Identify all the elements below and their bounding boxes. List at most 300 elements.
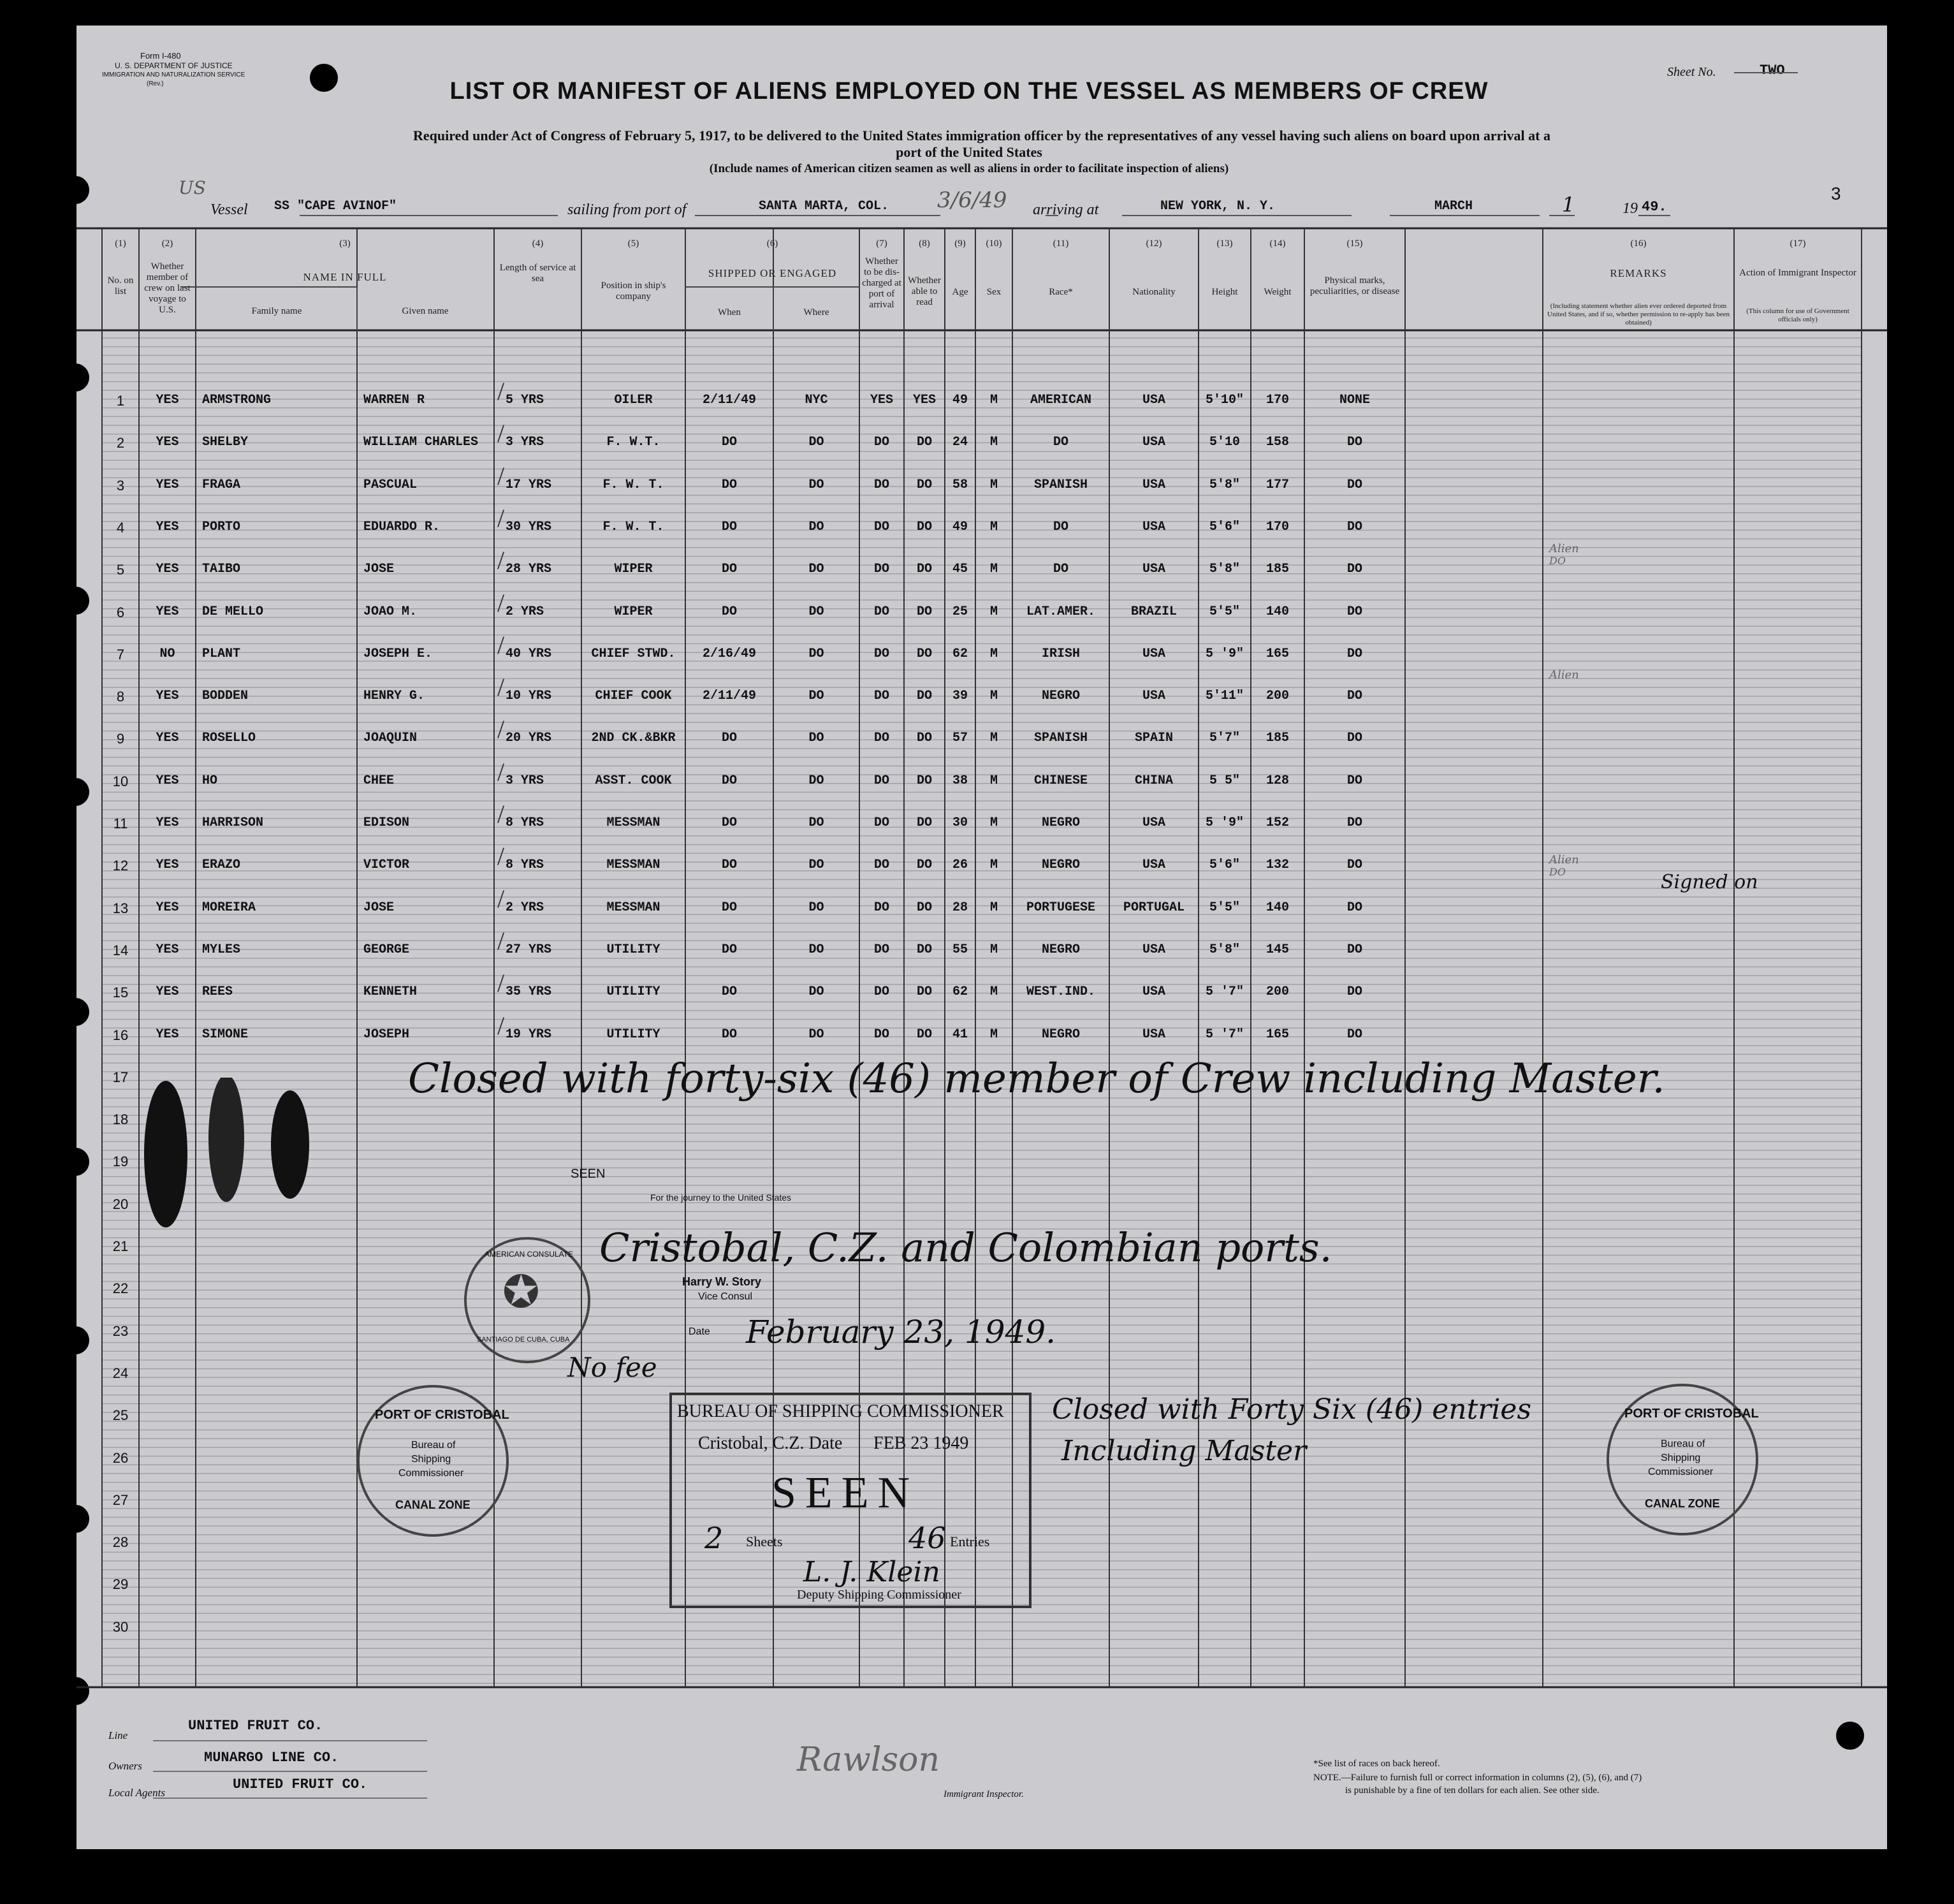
cell-position: 2ND CK.&BKR <box>591 731 676 746</box>
cell-height: 5'10 <box>1209 435 1241 450</box>
cell-position: MESSMAN <box>606 900 660 915</box>
cell-given: JOSEPH E. <box>363 646 433 661</box>
cell-given: HENRY G. <box>363 689 425 704</box>
cell-sex: M <box>989 816 998 830</box>
closing-note: Closed with forty-six (46) member of Crew including Master. <box>408 1055 1665 1102</box>
column-header: Height <box>1211 287 1238 297</box>
cell-discharged: DO <box>873 477 890 492</box>
cell-race: SPANISH <box>1033 477 1088 492</box>
commissioner-note: Including Master <box>1061 1435 1307 1467</box>
cell-given: EDISON <box>363 816 410 830</box>
cell-family: MYLES <box>202 942 241 957</box>
column-header: No. on list <box>107 275 134 297</box>
cell-service: 2 YRS <box>506 604 544 619</box>
cell-sex: M <box>989 393 998 407</box>
arrival-year: 49. <box>1642 199 1667 215</box>
us-mark: US <box>179 177 206 198</box>
check-mark: / <box>497 377 505 406</box>
cell-marks: DO <box>1346 900 1363 915</box>
column-number: (11) <box>1053 238 1069 249</box>
cell-age: 49 <box>952 393 968 407</box>
cell-family: HO <box>202 773 218 788</box>
cell-marks: DO <box>1346 477 1363 492</box>
no-fee: No fee <box>567 1352 657 1383</box>
cell-height: 5'10" <box>1205 393 1244 407</box>
bureau-seen: SEEN <box>771 1468 919 1518</box>
cell-given: WILLIAM CHARLES <box>363 435 479 450</box>
check-mark: / <box>497 1011 505 1040</box>
cell-race: IRISH <box>1041 646 1081 661</box>
cell-read: DO <box>916 731 933 746</box>
cell-prev: YES <box>156 435 179 450</box>
cell-when: DO <box>721 858 738 873</box>
cell-height: 5 '9" <box>1205 816 1244 830</box>
cell-race: SPANISH <box>1033 731 1088 746</box>
cell-nationality: USA <box>1142 393 1166 407</box>
remarks-note: (Including statement whether alien ever ordered deported from United States, and if so, whether permission to re-apply has been obtained) <box>1547 302 1730 326</box>
cell-read: DO <box>916 900 933 915</box>
cell-discharged: DO <box>873 731 890 746</box>
cell-marks: DO <box>1346 816 1363 830</box>
column-number: (16) <box>1630 238 1647 249</box>
cell-prev: YES <box>156 731 179 746</box>
cell-read: DO <box>916 689 933 704</box>
vessel-name: SS "CAPE AVINOF" <box>274 199 397 214</box>
remark-scribble: DO <box>1549 866 1566 878</box>
column-number: (12) <box>1146 238 1162 249</box>
cell-no: 7 <box>116 646 125 663</box>
cell-position: F. W. T. <box>602 477 664 492</box>
vessel-label: Vessel <box>210 201 248 218</box>
when-subheader: When <box>718 307 741 318</box>
cell-when: 2/11/49 <box>702 689 757 704</box>
cell-given: JOSE <box>363 900 395 915</box>
check-mark: / <box>497 461 505 490</box>
cell-where: DO <box>808 519 824 534</box>
cell-prev: YES <box>156 519 179 534</box>
cell-given: GEORGE <box>363 942 410 957</box>
cell-given: CHEE <box>363 773 395 788</box>
cell-race: DO <box>1053 562 1069 577</box>
cell-marks: DO <box>1346 519 1363 534</box>
note-line: is punishable by a fine of ten dollars for each alien. See other side. <box>1345 1785 1600 1796</box>
cell-no: 12 <box>112 858 129 874</box>
cell-nationality: USA <box>1142 689 1166 704</box>
cell-no: 11 <box>113 816 128 831</box>
consul-name: Harry W. Story <box>682 1275 762 1288</box>
cell-prev: YES <box>156 393 179 407</box>
cell-read: DO <box>916 562 933 577</box>
seal-outer-text: PORT OF CRISTOBAL <box>1624 1407 1759 1421</box>
cell-service: 8 YRS <box>506 816 544 830</box>
cell-family: DE MELLO <box>202 604 264 619</box>
row-number: 18 <box>112 1111 129 1128</box>
cell-where: DO <box>808 731 824 746</box>
cell-service: 35 YRS <box>506 985 552 1000</box>
cell-given: JOAO M. <box>363 604 418 619</box>
cell-race: NEGRO <box>1041 942 1081 957</box>
inspector-note: (This column for use of Government officials only) <box>1746 307 1849 323</box>
cell-nationality: USA <box>1142 985 1166 1000</box>
cell-position: WIPER <box>614 562 653 577</box>
cell-weight: 145 <box>1265 942 1290 957</box>
cell-weight: 185 <box>1265 562 1290 577</box>
sheet-label: Sheet No. <box>1667 65 1716 79</box>
column-header: Race* <box>1049 287 1073 297</box>
check-mark: / <box>497 715 505 744</box>
consular-date: February 23, 1949. <box>746 1314 1056 1351</box>
cell-prev: YES <box>156 942 179 957</box>
cell-weight: 132 <box>1265 858 1290 873</box>
cell-discharged: DO <box>873 435 890 450</box>
sheets-count: 2 <box>704 1521 724 1555</box>
cell-service: 8 YRS <box>506 858 544 873</box>
manifest-page <box>77 26 1887 1849</box>
column-number: (14) <box>1269 238 1286 249</box>
cell-weight: 165 <box>1265 1027 1290 1042</box>
bureau-port: Cristobal, C.Z. Date <box>698 1433 843 1453</box>
bureau-date: FEB 23 1949 <box>873 1433 969 1453</box>
cell-family: MOREIRA <box>202 900 256 915</box>
cell-service: 27 YRS <box>506 942 552 957</box>
cell-nationality: USA <box>1142 562 1166 577</box>
cell-marks: DO <box>1346 773 1363 788</box>
cell-where: DO <box>808 646 824 661</box>
column-header: NAME IN FULL <box>303 271 387 283</box>
cell-service: 3 YRS <box>506 435 544 450</box>
consul-seen: SEEN <box>571 1167 606 1181</box>
cell-age: 62 <box>952 646 968 661</box>
cell-sex: M <box>989 646 998 661</box>
cell-family: FRAGA <box>202 477 241 492</box>
form-subtitle: port of the United States <box>896 144 1042 160</box>
form-service: IMMIGRATION AND NATURALIZATION SERVICE <box>102 71 245 78</box>
form-department: U. S. DEPARTMENT OF JUSTICE <box>115 61 233 70</box>
cell-read: DO <box>916 1027 933 1042</box>
column-header: SHIPPED OR ENGAGED <box>708 267 837 279</box>
cell-age: 38 <box>952 773 968 788</box>
commissioner-note: Closed with Forty Six (46) entries <box>1052 1393 1532 1426</box>
column-number: (1) <box>115 238 126 249</box>
check-mark: / <box>497 419 505 448</box>
cell-height: 5'8" <box>1209 562 1241 577</box>
row-number: 17 <box>112 1069 129 1085</box>
check-mark: / <box>497 546 505 575</box>
cell-weight: 158 <box>1265 435 1290 450</box>
eagle-icon: ✪ <box>502 1268 540 1317</box>
inspector-signature: Rawlson <box>797 1741 940 1779</box>
cell-weight: 128 <box>1265 773 1290 788</box>
cell-no: 4 <box>116 519 125 536</box>
cell-no: 14 <box>112 942 129 958</box>
cell-sex: M <box>989 900 998 915</box>
cell-age: 45 <box>952 562 968 577</box>
cell-read: DO <box>916 816 933 830</box>
cell-age: 30 <box>952 816 968 830</box>
line-value: UNITED FRUIT CO. <box>188 1718 323 1734</box>
cell-sex: M <box>989 985 998 1000</box>
cell-read: YES <box>912 393 937 407</box>
cell-age: 57 <box>952 731 968 746</box>
cell-service: 17 YRS <box>506 477 552 492</box>
column-header: Action of Immigrant Inspector <box>1739 268 1856 278</box>
form-subtitle: Required under Act of Congress of February 5, 1917, to be delivered to the United States immigration officer by the representatives of any vessel having such aliens on board upon arrival at a <box>413 128 1550 143</box>
remark-scribble: DO <box>1549 555 1566 567</box>
cell-sex: M <box>989 477 998 492</box>
cell-position: F. W.T. <box>606 435 660 450</box>
consul-journey: For the journey to the United States <box>650 1192 792 1203</box>
cell-read: DO <box>916 942 933 957</box>
cell-nationality: USA <box>1142 1027 1166 1042</box>
cell-marks: NONE <box>1339 393 1371 407</box>
cell-marks: DO <box>1346 942 1363 957</box>
column-number: (7) <box>876 238 887 249</box>
cell-where: DO <box>808 1027 824 1042</box>
check-mark: / <box>497 884 505 913</box>
cell-discharged: DO <box>873 562 890 577</box>
cell-age: 41 <box>952 1027 968 1042</box>
cell-nationality: PORTUGAL <box>1123 900 1185 915</box>
owners-label: Owners <box>108 1760 142 1772</box>
cell-prev: YES <box>156 773 179 788</box>
cell-where: DO <box>808 477 824 492</box>
column-header: Physical marks, peculiarities, or disease <box>1309 275 1400 297</box>
cell-prev: YES <box>156 858 179 873</box>
cell-nationality: USA <box>1142 477 1166 492</box>
cell-discharged: DO <box>873 646 890 661</box>
cell-position: MESSMAN <box>606 858 660 873</box>
cell-service: 30 YRS <box>506 519 552 534</box>
seal-inner-text: Shipping <box>411 1454 451 1465</box>
cell-sex: M <box>989 773 998 788</box>
check-mark: / <box>497 842 505 871</box>
consulate-city: SANTIAGO DE CUBA, CUBA <box>477 1336 570 1344</box>
cell-family: SIMONE <box>202 1027 249 1042</box>
cell-marks: DO <box>1346 604 1363 619</box>
column-number: (13) <box>1216 238 1233 249</box>
cell-no: 9 <box>116 731 125 747</box>
cell-no: 5 <box>116 562 125 578</box>
sailing-label: sailing from port of <box>567 201 687 218</box>
cell-family: REES <box>202 985 233 1000</box>
check-mark: / <box>497 800 505 828</box>
column-header: REMARKS <box>1610 267 1667 279</box>
form-title: LIST OR MANIFEST OF ALIENS EMPLOYED ON THE VESSEL AS MEMBERS OF CREW <box>449 78 1489 105</box>
cell-nationality: USA <box>1142 646 1166 661</box>
cell-service: 10 YRS <box>506 689 552 704</box>
check-mark: / <box>497 757 505 786</box>
cell-height: 5 '9" <box>1205 646 1244 661</box>
cell-position: CHIEF STWD. <box>591 646 676 661</box>
column-number: (10) <box>986 238 1002 249</box>
check-mark: / <box>497 630 505 659</box>
cell-marks: DO <box>1346 435 1363 450</box>
cell-marks: DO <box>1346 562 1363 577</box>
row-number: 20 <box>112 1196 129 1212</box>
row-number: 23 <box>112 1322 129 1339</box>
cell-given: WARREN R <box>363 393 425 407</box>
column-number: (2) <box>161 238 173 249</box>
column-number: (4) <box>532 238 544 249</box>
cell-height: 5'8" <box>1209 942 1241 957</box>
cell-when: DO <box>721 900 738 915</box>
cell-family: TAIBO <box>202 562 241 577</box>
cell-position: F. W. T. <box>602 519 664 534</box>
cell-where: DO <box>808 858 824 873</box>
cell-height: 5'11" <box>1205 689 1244 704</box>
column-number: (6) <box>766 238 778 249</box>
row-number: 27 <box>112 1491 129 1508</box>
cell-race: CHINESE <box>1033 773 1088 788</box>
cell-race: NEGRO <box>1041 689 1081 704</box>
cell-prev: YES <box>156 900 179 915</box>
cell-family: PLANT <box>202 646 241 661</box>
cell-sex: M <box>989 604 998 619</box>
row-number: 26 <box>112 1449 129 1466</box>
cell-no: 1 <box>116 393 125 409</box>
cell-when: DO <box>721 773 738 788</box>
cell-given: VICTOR <box>363 858 410 873</box>
column-header: Whether member of crew on last voyage to U.S. <box>144 261 191 315</box>
where-subheader: Where <box>803 307 829 318</box>
sailing-port: SANTA MARTA, COL. <box>759 199 889 214</box>
given-name-subheader: Given name <box>402 306 449 316</box>
cell-discharged: DO <box>873 1027 890 1042</box>
cell-height: 5'8" <box>1209 477 1241 492</box>
cell-when: 2/16/49 <box>702 646 757 661</box>
arriving-label: arriving at <box>1033 201 1099 218</box>
cell-race: LAT.AMER. <box>1026 604 1096 619</box>
cell-marks: DO <box>1346 985 1363 1000</box>
cell-race: DO <box>1053 435 1069 450</box>
column-number: (15) <box>1346 238 1363 249</box>
cell-service: 20 YRS <box>506 731 552 746</box>
row-number: 25 <box>112 1407 129 1424</box>
cell-discharged: DO <box>873 773 890 788</box>
owners-value: MUNARGO LINE CO. <box>204 1750 339 1766</box>
cell-age: 55 <box>952 942 968 957</box>
cell-weight: 152 <box>1265 816 1290 830</box>
column-number: (8) <box>919 238 930 249</box>
cell-sex: M <box>989 562 998 577</box>
cell-height: 5 '7" <box>1205 1027 1244 1042</box>
cell-given: PASCUAL <box>363 477 418 492</box>
cell-race: AMERICAN <box>1030 393 1092 407</box>
cell-age: 26 <box>952 858 968 873</box>
cell-discharged: DO <box>873 519 890 534</box>
cell-when: DO <box>721 985 738 1000</box>
cell-when: DO <box>721 435 738 450</box>
cell-family: BODDEN <box>202 689 249 704</box>
cell-age: 24 <box>952 435 968 450</box>
check-mark: / <box>497 503 505 532</box>
cell-weight: 185 <box>1265 731 1290 746</box>
cell-service: 5 YRS <box>506 393 544 407</box>
seal-inner-text: Bureau of <box>411 1440 456 1451</box>
sheet-number: TWO <box>1760 62 1785 78</box>
race-note: *See list of races on back hereof. <box>1313 1759 1440 1769</box>
form-subtitle: (Include names of American citizen seamen as well as aliens in order to facilitate inspection of aliens) <box>709 162 1229 175</box>
cell-no: 10 <box>112 773 129 789</box>
cell-nationality: USA <box>1142 816 1166 830</box>
column-header: Whether to be dis-charged at port of arrival <box>862 256 901 310</box>
cell-marks: DO <box>1346 858 1363 873</box>
cell-when: DO <box>721 519 738 534</box>
inspector-remark: Signed on <box>1661 871 1758 893</box>
cell-race: PORTUGESE <box>1026 900 1096 915</box>
cell-age: 49 <box>952 519 968 534</box>
seal-outer-text: PORT OF CRISTOBAL <box>375 1408 509 1422</box>
remark-scribble: Alien <box>1549 853 1579 867</box>
cell-weight: 165 <box>1265 646 1290 661</box>
remark-scribble: Alien <box>1549 542 1579 555</box>
column-header: Nationality <box>1132 287 1176 297</box>
cell-height: 5 5" <box>1209 773 1241 788</box>
column-header: Weight <box>1264 287 1292 297</box>
cell-weight: 177 <box>1265 477 1290 492</box>
consul-date-label: Date <box>689 1326 710 1337</box>
cell-discharged: DO <box>873 604 890 619</box>
cell-service: 40 YRS <box>506 646 552 661</box>
entries-label: Entries <box>950 1534 990 1549</box>
cell-position: UTILITY <box>606 985 660 1000</box>
cell-prev: YES <box>156 477 179 492</box>
cell-given: JOSE <box>363 562 395 577</box>
cell-no: 15 <box>112 985 129 1001</box>
cell-discharged: DO <box>873 816 890 830</box>
cell-given: EDUARDO R. <box>363 519 441 534</box>
cell-discharged: DO <box>873 985 890 1000</box>
cell-read: DO <box>916 435 933 450</box>
agents-value: UNITED FRUIT CO. <box>233 1776 368 1792</box>
cell-where: DO <box>808 562 824 577</box>
seal-bottom-text: CANAL ZONE <box>395 1498 470 1511</box>
column-number: (9) <box>954 238 966 249</box>
cell-no: 3 <box>116 477 125 494</box>
cell-when: DO <box>721 1027 738 1042</box>
check-mark: / <box>497 926 505 955</box>
check-mark: / <box>497 673 505 702</box>
cell-prev: YES <box>156 689 179 704</box>
cell-family: SHELBY <box>202 435 249 450</box>
cell-given: JOAQUIN <box>363 731 418 746</box>
cell-read: DO <box>916 985 933 1000</box>
cell-nationality: USA <box>1142 858 1166 873</box>
cell-when: DO <box>721 942 738 957</box>
cell-where: DO <box>808 773 824 788</box>
cell-position: CHIEF COOK <box>595 689 672 704</box>
check-mark: / <box>497 969 505 998</box>
cell-when: DO <box>721 562 738 577</box>
note-line: NOTE.—Failure to furnish full or correct information in columns (2), (5), (6), and (7) <box>1313 1773 1642 1783</box>
cell-age: 39 <box>952 689 968 704</box>
bureau-title: BUREAU OF SHIPPING COMMISSIONER <box>677 1402 1004 1421</box>
column-header: Position in ship's company <box>601 281 666 302</box>
cell-where: DO <box>808 985 824 1000</box>
cell-family: PORTO <box>202 519 241 534</box>
arrival-port: NEW YORK, N. Y. <box>1160 199 1276 214</box>
cell-sex: M <box>989 731 998 746</box>
cell-weight: 200 <box>1265 985 1290 1000</box>
cell-prev: YES <box>156 1027 179 1042</box>
cell-service: 3 YRS <box>506 773 544 788</box>
row-number: 24 <box>112 1365 129 1381</box>
cell-race: DO <box>1053 519 1069 534</box>
column-header: Age <box>952 287 968 297</box>
cell-nationality: CHINA <box>1134 773 1174 788</box>
cell-nationality: SPAIN <box>1134 731 1174 746</box>
cell-position: MESSMAN <box>606 816 660 830</box>
